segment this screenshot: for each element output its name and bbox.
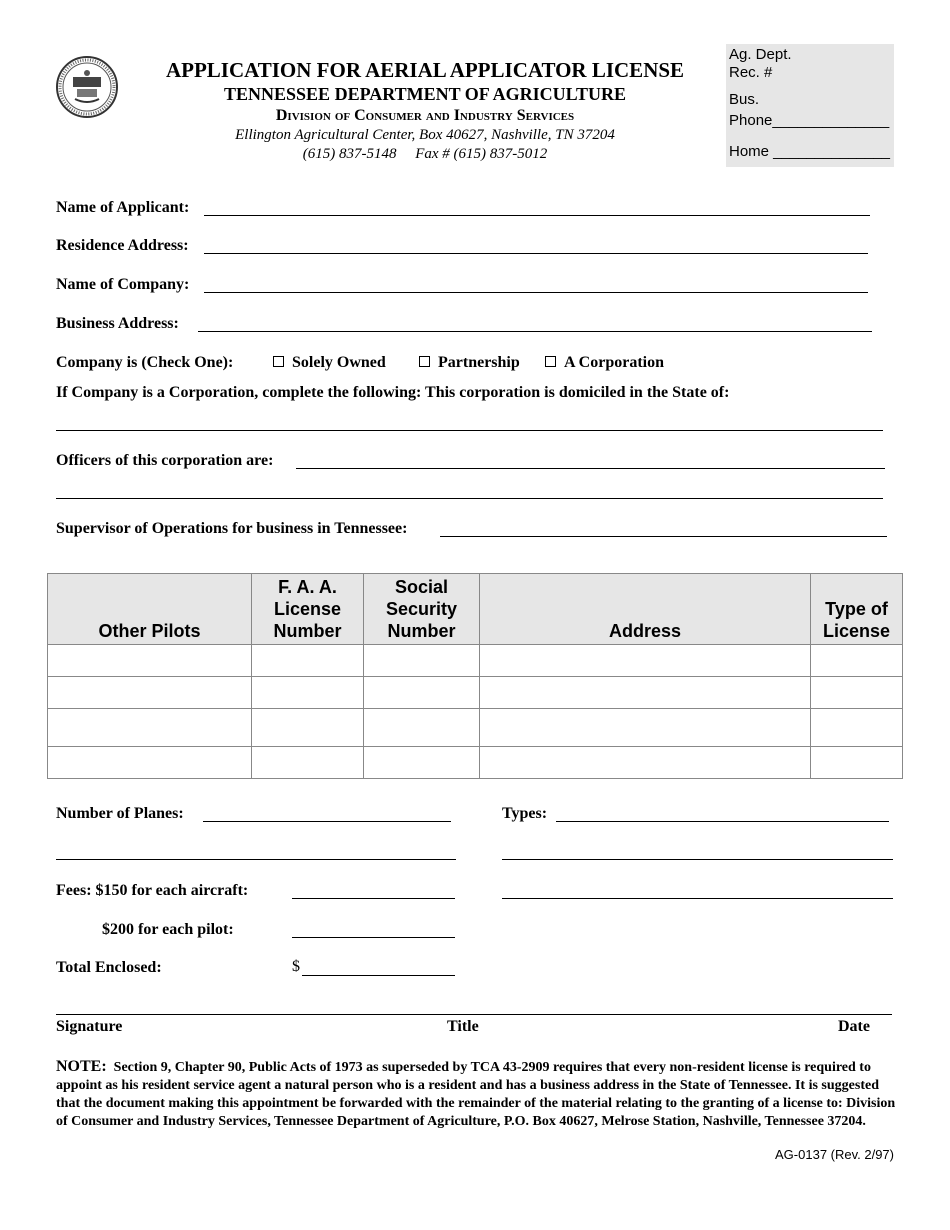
fees-aircraft-input[interactable] [292,898,455,899]
corporation-checkbox[interactable] [545,356,556,367]
officers-input-line-1[interactable] [296,468,885,469]
title-label: Title [447,1018,479,1035]
address-cell[interactable] [480,709,811,747]
fees-aircraft-label: Fees: $150 for each aircraft: [56,882,249,899]
corporation-option[interactable] [545,354,664,372]
pilot-name-cell[interactable] [48,709,252,747]
address-cell[interactable] [480,747,811,779]
office-use-box [726,44,894,167]
department-phone: (615) 837-5148 Fax # (615) 837-5012 [302,146,548,162]
division-name: Division of Consumer and Industry Services [275,107,575,124]
department-address: Ellington Agricultural Center, Box 40627, Nashville, TN 37204 [235,127,615,143]
table-row [48,677,903,709]
partnership-checkbox[interactable] [419,356,430,367]
bus-phone-field[interactable]: Phone______________ [729,112,890,129]
residence-address-label: Residence Address: [56,237,189,254]
license-type-cell[interactable] [811,747,903,779]
ssn-cell[interactable] [364,747,480,779]
name-of-company-input[interactable] [204,292,868,293]
dollar-sign: $ [292,958,300,975]
ag-dept-label: Ag. Dept. [729,46,792,63]
name-of-applicant-label: Name of Applicant: [56,199,190,216]
faa-license-cell[interactable] [252,747,364,779]
total-enclosed-input[interactable] [302,975,455,976]
date-label: Date [838,1018,870,1035]
fees-pilot-label: $200 for each pilot: [102,921,234,938]
header-ssn: Social Security Number [364,574,480,645]
name-of-company-label: Name of Company: [56,276,190,293]
solely-owned-option[interactable] [273,354,386,372]
legal-note [56,1058,896,1131]
number-of-planes-input[interactable] [203,821,451,822]
partnership-label: Partnership [438,354,520,371]
address-cell[interactable] [480,645,811,677]
partnership-option[interactable] [419,354,520,372]
pilots-header-row [48,574,903,645]
types-label: Types: [502,805,548,822]
total-enclosed-label: Total Enclosed: [56,959,162,976]
solely-owned-checkbox[interactable] [273,356,284,367]
header-address: Address [480,574,811,645]
license-type-cell[interactable] [811,645,903,677]
home-phone-field[interactable]: Home ______________ [729,143,890,160]
supervisor-label: Supervisor of Operations for business in Tennessee: [56,520,408,537]
officers-label: Officers of this corporation are: [56,452,274,469]
header-faa-license: F. A. A. License Number [252,574,364,645]
pilot-name-cell[interactable] [48,747,252,779]
faa-license-cell[interactable] [252,709,364,747]
license-type-cell[interactable] [811,677,903,709]
domicile-state-input[interactable] [56,430,883,431]
form-number: AG-0137 (Rev. 2/97) [775,1147,894,1162]
residence-address-input[interactable] [204,253,868,254]
ssn-cell[interactable] [364,645,480,677]
company-type-label: Company is (Check One): [56,354,234,371]
ssn-cell[interactable] [364,677,480,709]
faa-license-cell[interactable] [252,645,364,677]
table-row [48,747,903,779]
table-row [48,645,903,677]
number-of-planes-label: Number of Planes: [56,805,184,822]
name-of-applicant-input[interactable] [204,215,870,216]
types-input-line-3[interactable] [502,898,893,899]
supervisor-input[interactable] [440,536,887,537]
pilot-name-cell[interactable] [48,677,252,709]
note-text: Section 9, Chapter 90, Public Acts of 1973 as superseded by TCA 43-2909 requires that every non-resident license is required to appoint as his resident service agent a natural person who is a resident and has a business address in the State of Tennessee. It is suggested that the document making this appointment be forwarded with the remainder of the material relating to the granting of a license to: Division of Consumer and Industry Services, Tennessee Department of Agriculture, P.O. Box 40627, Melrose Station, Nashville, Tennessee 37204. [56,1060,896,1129]
corporation-label: A Corporation [564,354,664,371]
form-title: APPLICATION FOR AERIAL APPLICATOR LICENSE [165,58,685,82]
officers-input-line-2[interactable] [56,498,883,499]
license-type-cell[interactable] [811,709,903,747]
ssn-cell[interactable] [364,709,480,747]
number-of-planes-extra-line[interactable] [56,859,456,860]
solely-owned-label: Solely Owned [292,354,386,371]
faa-license-cell[interactable] [252,677,364,709]
table-row [48,709,903,747]
types-input-line-2[interactable] [502,859,893,860]
header-license-type: Type of License [811,574,903,645]
state-seal-icon [55,55,119,119]
note-label: NOTE: [56,1058,107,1075]
bus-label: Bus. [729,91,760,108]
header-other-pilots: Other Pilots [48,574,252,645]
business-address-input[interactable] [198,331,872,332]
signature-line[interactable] [56,1014,892,1015]
corporation-domicile-label: If Company is a Corporation, complete the following: This corporation is domiciled in the State of: [56,384,730,401]
fees-pilot-input[interactable] [292,937,455,938]
address-cell[interactable] [480,677,811,709]
rec-number-label: Rec. # [729,64,773,81]
pilot-name-cell[interactable] [48,645,252,677]
signature-label: Signature [56,1018,123,1035]
types-input-line-1[interactable] [556,821,889,822]
other-pilots-table [47,573,903,779]
department-name: TENNESSEE DEPARTMENT OF AGRICULTURE [224,84,626,104]
business-address-label: Business Address: [56,315,179,332]
